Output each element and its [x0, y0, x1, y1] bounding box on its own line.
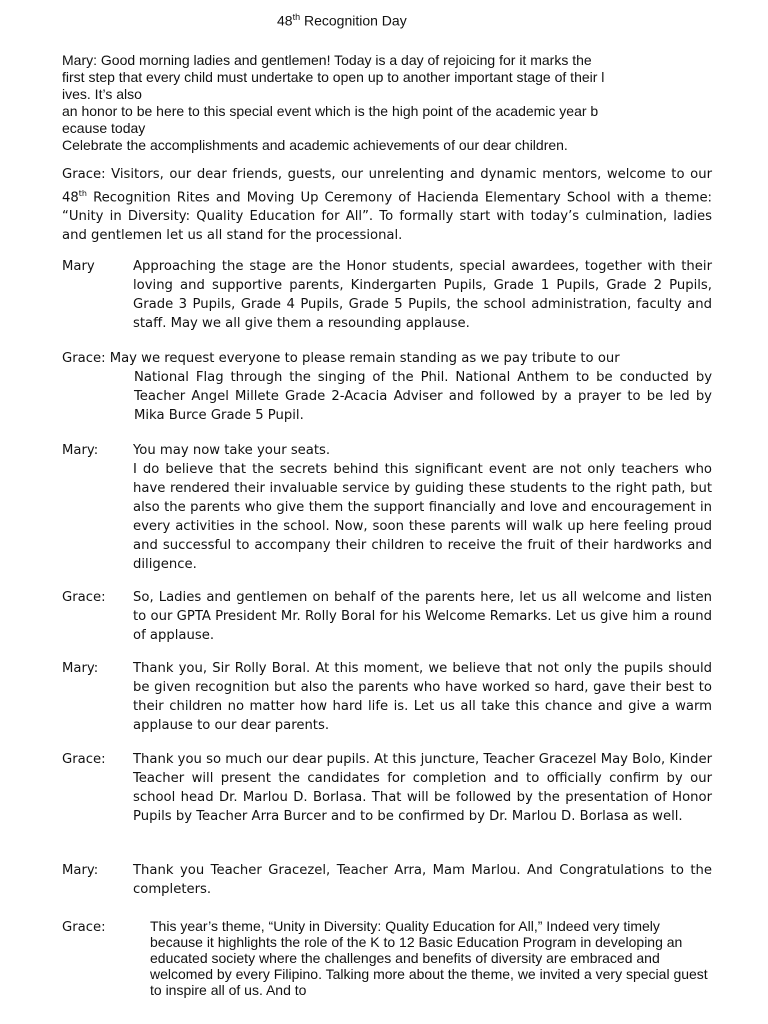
speaker-label: Mary:: [62, 661, 99, 676]
intro-line: ives. It’s also: [62, 86, 142, 102]
intro-line: Mary: Good morning ladies and gentlemen! Today is a day of rejoicing for it marks the: [62, 52, 592, 68]
dialogue-text: I do believe that the secrets behind this significant event are not only teachers who have rendered their invaluable service by guiding these students to the right path, but also the parents who give them the support financially and love and encouragement in every activities in the school. Now, soon these parents will walk up here feeling proud and successful to accompany their children to receive the fruit of their hardworks and diligence.: [133, 462, 712, 572]
dialogue-text: So, Ladies and gentlemen on behalf of the parents here, let us all welcome and listen to our GPTA President Mr. Rolly Boral for his Welcome Remarks. Let us give him a round of applause.: [133, 590, 712, 643]
title-text: Recognition Day: [300, 12, 407, 29]
dialogue-text-block: [133, 441, 712, 574]
dialogue-text: National Flag through the singing of the Phil. National Anthem to be conducted by Teacher Angel Millete Grade 2-Acacia Adviser and followed by a prayer to be led by Mika Burce Grade 5 Pupil.: [134, 370, 712, 423]
dialogue-lead-line: Grace: May we request everyone to please remain standing as we pay tribute to our: [62, 351, 620, 366]
document-title: [277, 12, 407, 29]
title-ordinal: th: [292, 12, 301, 22]
welcome-ordinal: th: [78, 189, 87, 198]
speaker-label: Mary: [62, 259, 95, 274]
intro-paragraph: [62, 52, 732, 154]
intro-line: an honor to be here to this special event which is the high point of the academic year b: [62, 103, 599, 119]
dialogue-text: Thank you, Sir Rolly Boral. At this moment, we believe that not only the pupils should be given recognition but also the parents who have worked so hard, gave their best to their children no matter how hard life is. Let us all take this chance and give a warm applause to our dear parents.: [133, 661, 712, 733]
dialogue-turn: [62, 349, 712, 425]
speaker-label: Grace:: [62, 752, 106, 767]
intro-line: first step that every child must undertake to open up to another important stage of their l: [62, 69, 605, 85]
speaker-label: Grace:: [62, 590, 106, 605]
speaker-label: Grace:: [62, 920, 106, 935]
speaker-label: Mary:: [62, 443, 99, 458]
dialogue-text: Thank you Teacher Gracezel, Teacher Arra, Mam Marlou. And Congratulations to the completers.: [133, 863, 712, 897]
dialogue-text: You may now take your seats.: [133, 443, 331, 458]
intro-line: Celebrate the accomplishments and academic achievements of our dear children.: [62, 137, 568, 153]
intro-line: ecause today: [62, 120, 146, 136]
grace-welcome-paragraph: [62, 165, 712, 245]
welcome-text-cont: Recognition Rites and Moving Up Ceremony of Hacienda Elementary School with a theme: “Unity in Diversity: Quality Education for All”. To formally start with today’s culmination, ladies and gentlemen let us all stand for the processional.: [62, 190, 712, 244]
dialogue-text: Thank you so much our dear pupils. At this juncture, Teacher Gracezel May Bolo, Kinder Teacher will present the candidates for completion and to officially confirm by our school head Dr. Marlou D. Borlasa. That will be followed by the presentation of Honor Pupils by Teacher Arra Burcer and to be confirmed by Dr. Marlou D. Borlasa as well.: [133, 752, 712, 824]
welcome-text: Grace: Visitors, our dear friends, guests, our unrelenting and dynamic mentors, welcome to our 48: [62, 167, 712, 206]
dialogue-text: This year’s theme, “Unity in Diversity: Quality Education for All,” Indeed very timely because it highlights the role of the K to 12 Basic Education Program in developing an educated society where the challenges and benefits of diversity are embraced and welcomed by every Filipino. Talking more about the theme, we invited a very special guest to inspire all of us. And to: [150, 918, 708, 998]
dialogue-text: Approaching the stage are the Honor students, special awardees, together with their loving and supportive parents, Kindergarten Pupils, Grade 1 Pupils, Grade 2 Pupils, Grade 3 Pupils, Grade 4 Pupils, Grade 5 Pupils, the school administration, faculty and staff. May we all give them a resounding applause.: [133, 259, 712, 331]
title-number: 48: [277, 12, 293, 29]
speaker-label: Mary:: [62, 863, 99, 878]
